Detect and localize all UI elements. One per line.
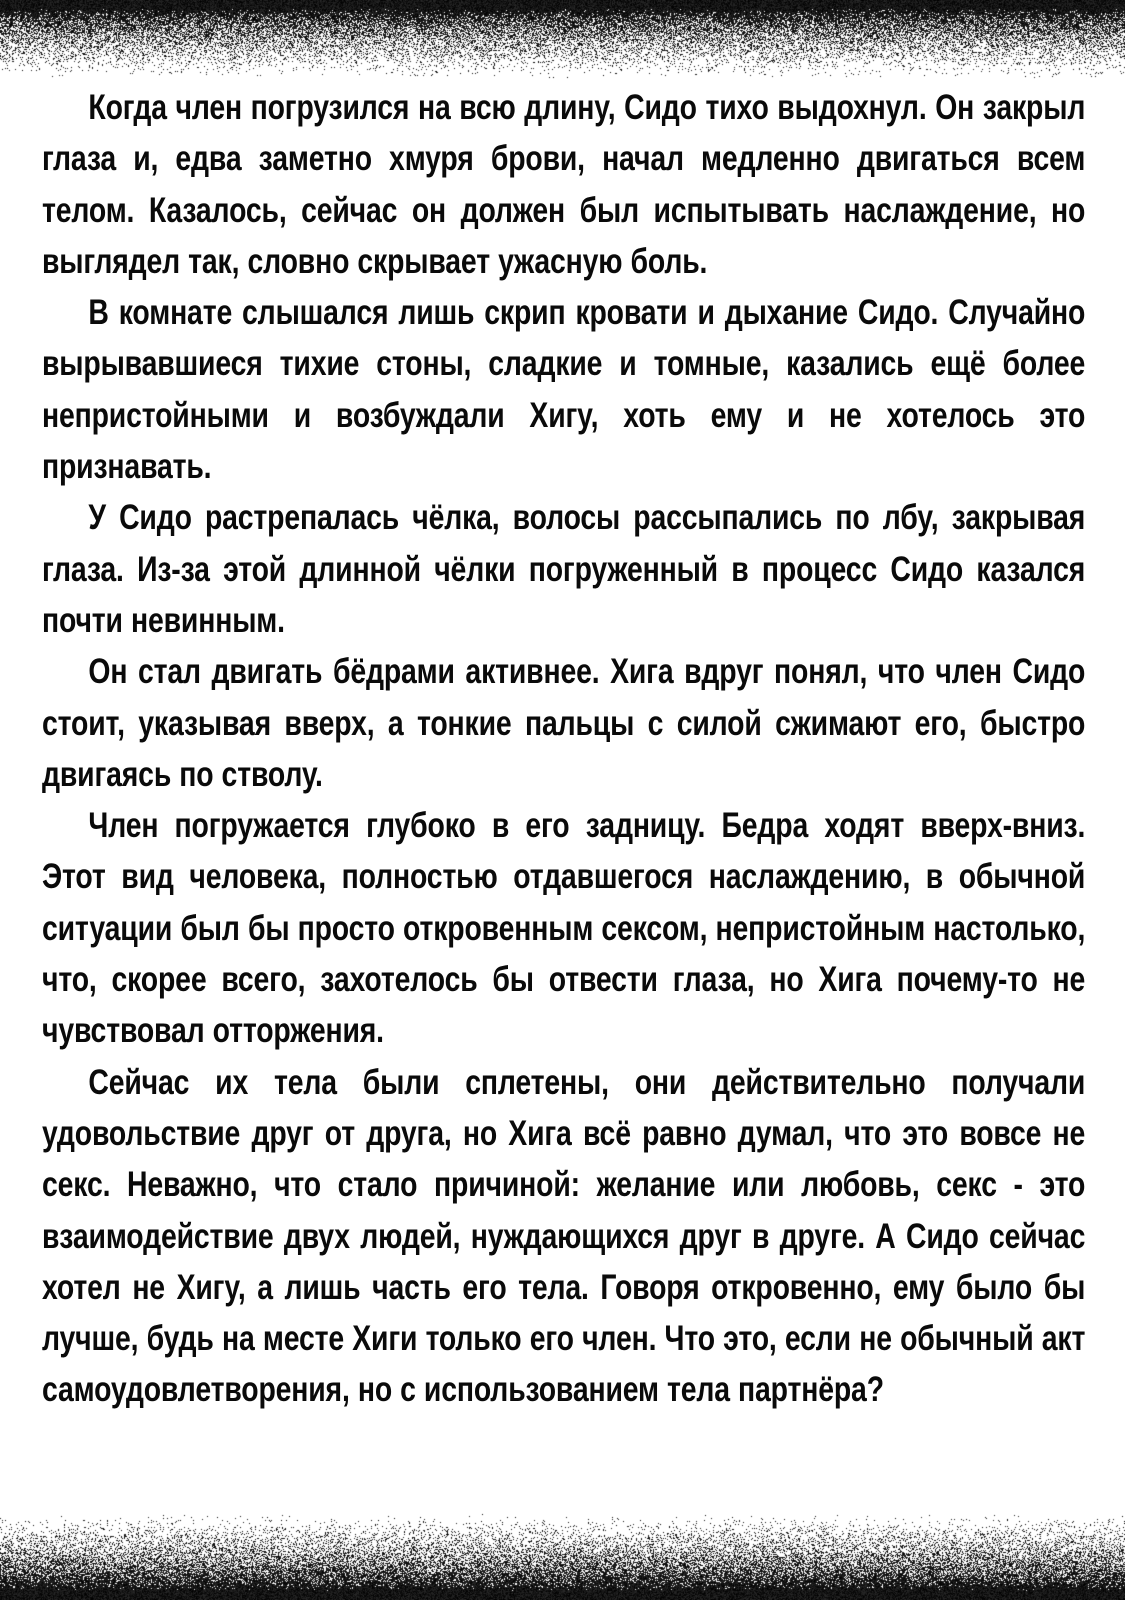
body-paragraph: Член погружается глубоко в его задницу. Бедра ходят вверх-вниз. Этот вид человека, полностью отдавшегося наслаждению, в обычной ситуации был бы просто откровенным сексом, непристойным настолько, что, скорее всего, захотелось бы отвести глаза, но Хига почему-то не чувствовал отторжения. <box>42 805 1086 1051</box>
body-paragraph: Сейчас их тела были сплетены, они действительно получали удовольствие друг от друга, но Хига всё равно думал, что это вовсе не секс. Неважно, что стало причиной: желание или любовь, секс - это взаимодействие двух людей, нуждающихся друг в друге. А Сидо сейчас хотел не Хигу, а лишь часть его тела. Говоря откровенно, ему было бы лучше, будь на месте Хиги только его член. Что это, если не обычный акт самоудовлетворения, но с использованием тела партнёра? <box>42 1061 1086 1410</box>
body-paragraph: Когда член погрузился на всю длину, Сидо тихо выдохнул. Он закрыл глаза и, едва заметно хмуря брови, начал медленно двигаться всем телом. Казалось, сейчас он должен был испытывать наслаждение, но выглядел так, словно скрывает ужасную боль. <box>42 87 1086 281</box>
grain-gradient-top-border <box>0 0 1125 80</box>
body-paragraph: У Сидо растрепалась чёлка, волосы рассыпались по лбу, закрывая глаза. Из-за этой длинной чёлки погруженный в процесс Сидо казался почти невинным. <box>42 497 1086 640</box>
body-paragraph: В комнате слышался лишь скрип кровати и дыхание Сидо. Случайно вырывавшиеся тихие стоны, сладкие и томные, казались ещё более непристойными и возбуждали Хигу, хоть ему и не хотелось это признавать. <box>42 292 1086 487</box>
page-text-body <box>42 82 1085 1416</box>
body-paragraph: Он стал двигать бёдрами активнее. Хига вдруг понял, что член Сидо стоит, указывая вверх, а тонкие пальцы с силой сжимают его, быстро двигаясь по стволу. <box>42 651 1086 794</box>
grain-gradient-bottom-border <box>0 1512 1125 1600</box>
